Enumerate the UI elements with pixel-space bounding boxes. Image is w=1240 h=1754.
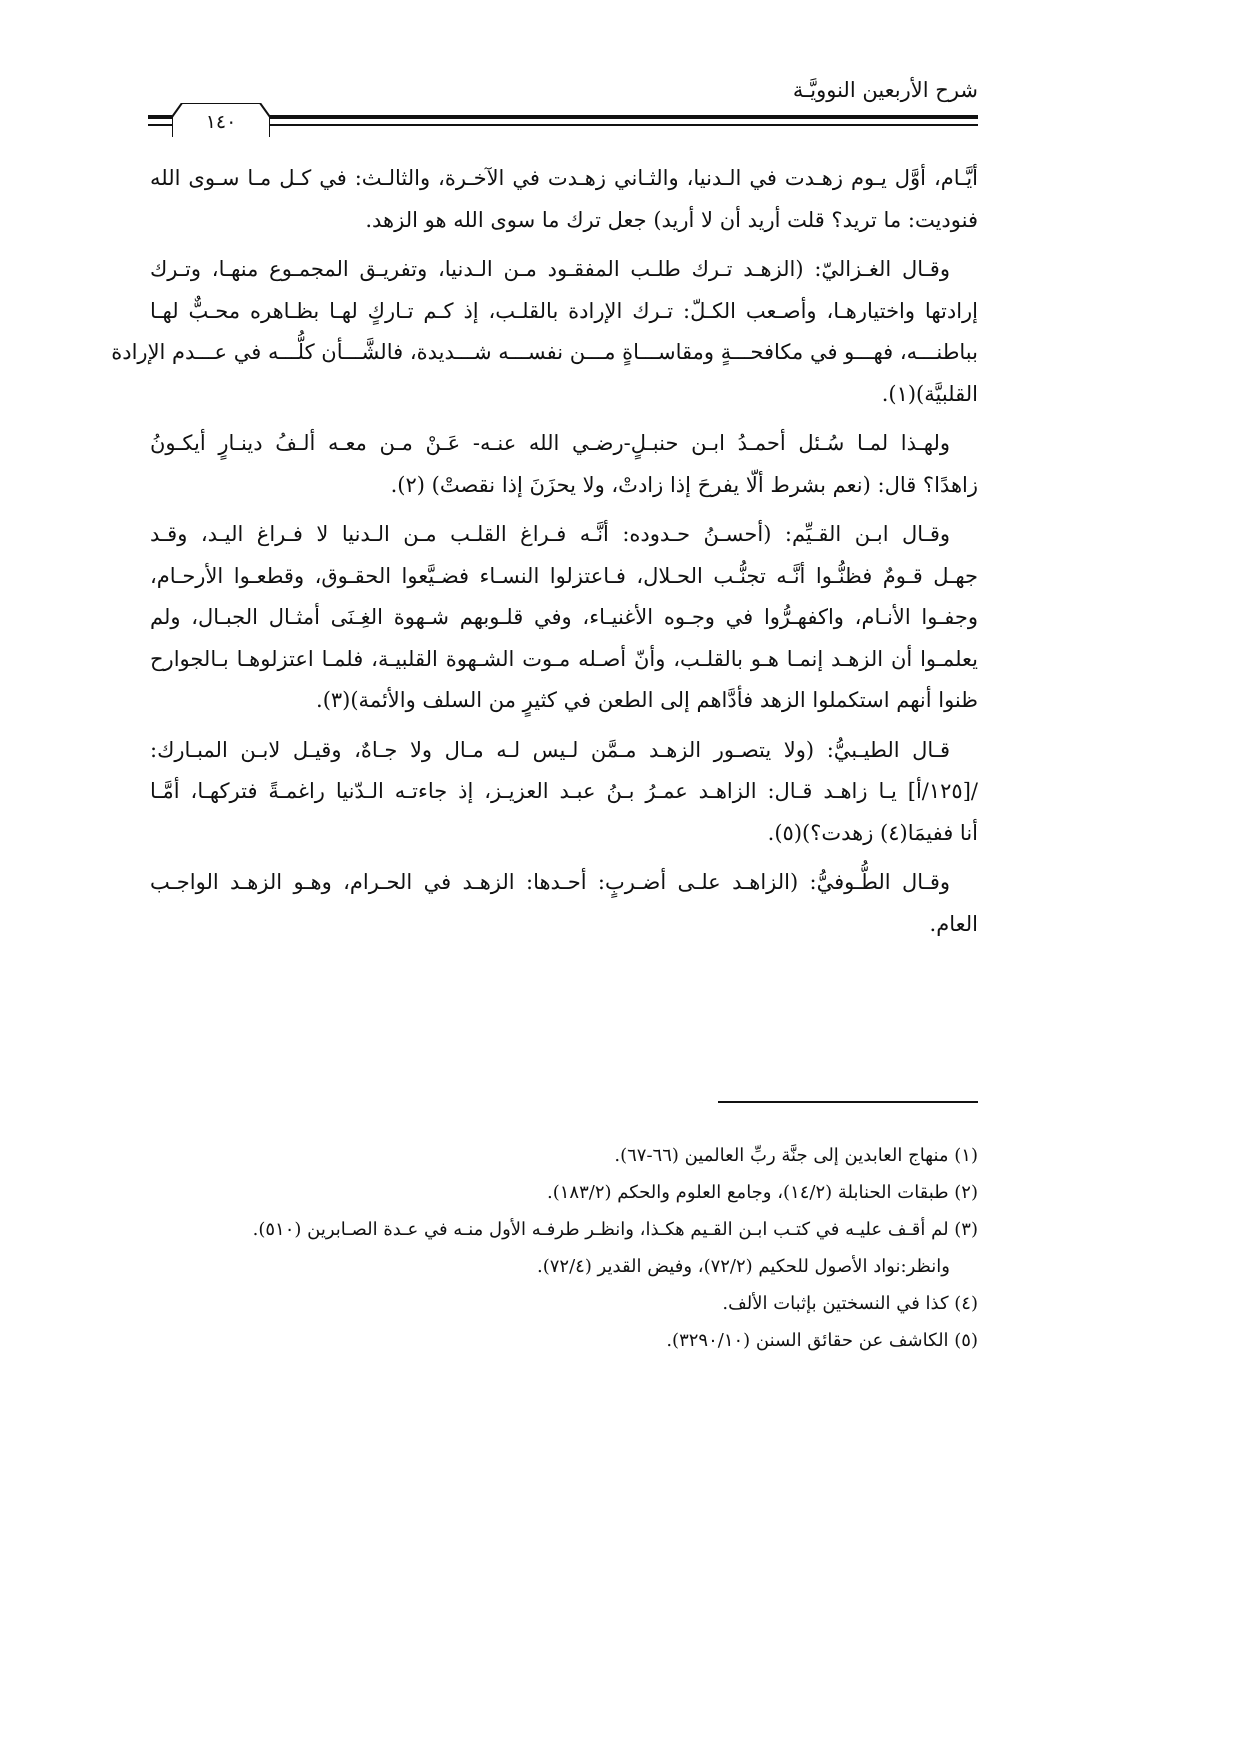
page-number: ١٤٠ xyxy=(205,111,237,133)
footnote: وانظر:نواد الأصول للحكيم (٧٢/٢)، وفيض القدير (٧٢/٤). xyxy=(536,1256,950,1277)
footnote: (٣) لم أقـف عليـه في كتـب ابـن القـيم هكـذا، وانظـر طرفـه الأول منـه في عـدة الصـابرين (٥١٠). xyxy=(252,1219,978,1240)
text-line: زاهدًا؟ قال: (نعم بشرط ألّا يفرحَ إذا زادتْ، ولا يحزَنَ إذا نقصتْ) (٢). xyxy=(390,472,978,497)
text-line: فنوديت: ما تريد؟ قلت أريد أن لا أريد) جعل ترك ما سوى الله هو الزهد. xyxy=(365,207,978,232)
text-line: وقـال الغـزاليّ: (الزهـد تـرك طلـب المفقـود مـن الـدنيا، وتفريـق المجمـوع منهـا، وتـرك xyxy=(150,257,950,281)
paragraph xyxy=(150,423,978,506)
footnote: (٢) طبقات الحنابلة (١٤/٢)، وجامع العلوم والحكم (١٨٣/٢). xyxy=(547,1182,978,1203)
footnotes xyxy=(150,1137,978,1359)
text-line: ظنوا أنهم استكملوا الزهد فأدَّاهم إلى الطعن في كثيرٍ من السلف والأئمة)(٣). xyxy=(316,688,978,712)
footnote-separator xyxy=(718,1101,978,1103)
text-line: وقـال ابـن القـيِّم: (أحسـنُ حـدوده: أنَّـه فـراغ القلـب مـن الـدنيا لا فـراغ اليـد، وقـد xyxy=(150,522,950,546)
paragraph xyxy=(111,249,978,415)
text-line: إرادتها واختيارهـا، وأصـعب الكـلّ: تـرك الإرادة بالقلـب، إذ كـم تـاركٍ لهـا بظـاهره محـبٌّ لهـا xyxy=(150,298,978,323)
page-number-box xyxy=(172,103,270,135)
text-line: /[١٢٥/أ] يـا زاهـد قـال: الزاهـد عمـرُ بـنُ عبـد العزيـز، إذ جاءتـه الـدّنيا راغمـةً فتركهـا، أمَّـا xyxy=(150,779,978,803)
text-line: قـال الطيـبيُّ: (ولا يتصـور الزهـد مـمَّن لـيس لـه مـال ولا جـاهٌ، وقيـل لابـن المبـارك: xyxy=(150,737,950,762)
text-line: وقـال الطُّـوفيُّ: (الزاهـد علـى أضـربٍ: أحـدها: الزهـد في الحـرام، وهـو الزهـد الواجـب xyxy=(150,870,950,894)
running-header-title: شرح الأربعين النوويَّـة xyxy=(792,78,978,102)
footnote: (١) منهاج العابدين إلى جنَّة ربِّ العالمين (٦٦-٦٧). xyxy=(614,1145,978,1166)
footnote: (٥) الكاشف عن حقائق السنن (٣٢٩٠/١٠). xyxy=(666,1330,978,1351)
body-text xyxy=(111,158,978,953)
text-line: جهـل قـومٌ فظنُّـوا أنَّـه تجنُّـب الحـلال، فـاعتزلوا النسـاء فضـيَّعوا الحقـوق، وقطعـوا الأرحـام، xyxy=(150,563,978,588)
text-line: بباطنـــه، فهـــو في مكافحـــةٍ ومقاســـاةٍ مـــن نفســـه شـــديدة، فالشَّـــأن كلُّـــه في عـــدم الإرادة xyxy=(111,340,978,364)
paragraph xyxy=(150,514,978,722)
footnote: (٤) كذا في النسختين بإثبات الألف. xyxy=(722,1293,978,1314)
text-line: أيَّـام، أوَّل يـوم زهـدت في الـدنيا، والثـاني زهـدت في الآخـرة، والثالـث: في كـل مـا سـوى الله xyxy=(150,166,978,190)
paragraph xyxy=(150,730,978,855)
text-line: وجفـوا الأنـام، واكفهـرُّوا في وجـوه الأغنيـاء، وفي قلـوبهم شـهوة الغِـنَى أمثـال الجبـال، ولم xyxy=(150,605,978,629)
text-line: القلبيَّة)(١). xyxy=(881,381,978,406)
paragraph xyxy=(150,158,978,241)
text-line: أنا ففيمَا(٤) زهدت؟)(٥). xyxy=(767,820,978,845)
header-rule-thick xyxy=(148,115,978,119)
paragraph xyxy=(150,862,978,945)
text-line: العام. xyxy=(929,911,978,936)
text-line: ولهـذا لمـا سُـئل أحمـدُ ابـن حنبـلٍ-رضـي الله عنـه- عَـنْ مـن معـه ألـفُ دينـارٍ أيكـونُ xyxy=(150,431,950,455)
text-line: يعلمـوا أن الزهـد إنمـا هـو بالقلـب، وأنّ أصـله مـوت الشـهوة القلبيـة، فلمـا اعتزلوهـا بـالجوارح xyxy=(150,646,978,671)
header-rule-thin xyxy=(148,124,978,126)
